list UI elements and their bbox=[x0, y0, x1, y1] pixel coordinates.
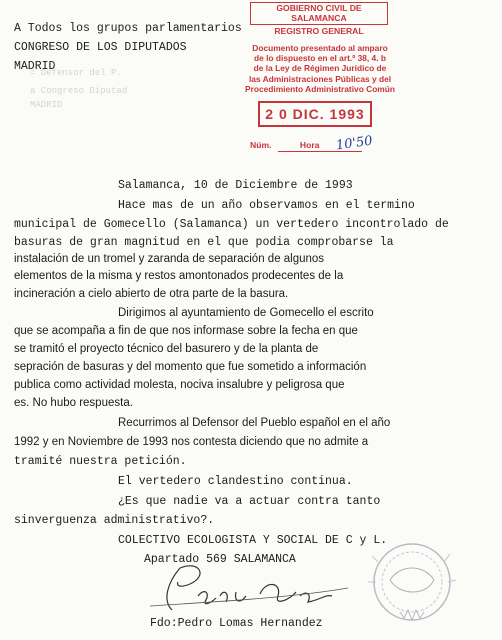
organization-seal bbox=[360, 536, 470, 626]
stamp-num-label: Núm. bbox=[250, 140, 272, 150]
paragraph-2-line: sepración de basuras y del momento que fue sometido a información bbox=[14, 361, 367, 373]
addressee-line-1: A Todos los grupos parlamentarios bbox=[14, 22, 242, 35]
paragraph-2-line: se tramitó el proyecto técnico del basurero y de la planta de bbox=[14, 343, 319, 355]
paragraph-1-line: elementos de la misma y restos amontonados prodecentes de la bbox=[14, 270, 344, 282]
paragraph-3-line: Recurrimos al Defensor del Pueblo español en el año bbox=[118, 417, 391, 429]
stamp-line: de lo dispuesto en el art.º 38, 4. b bbox=[254, 53, 386, 64]
stamp-date: 2 0 DIC. 1993 bbox=[258, 101, 372, 127]
paragraph-1-line: instalación de un tromel y zaranda de separación de algunos bbox=[14, 253, 325, 265]
stamp-header-2: REGISTRO GENERAL bbox=[274, 26, 364, 37]
bleed-through-text: MADRID bbox=[30, 100, 63, 110]
signatory-name: Fdo:Pedro Lomas Hernandez bbox=[150, 617, 323, 630]
paragraph-1-line: municipal de Gomecello (Salamanca) un vertedero incontrolado de bbox=[14, 218, 449, 231]
paragraph-2-line: es. No hubo respuesta. bbox=[14, 397, 133, 409]
stamp-line: las Administraciones Públicas y del bbox=[248, 73, 392, 84]
addressee-line-2: CONGRESO DE LOS DIPUTADOS bbox=[14, 41, 187, 54]
paragraph-3-line: tramité nuestra petición. bbox=[14, 455, 187, 468]
paragraph-1-line: incineración a cielo abierto de otra parte de la basura. bbox=[14, 288, 289, 300]
paragraph-5-line: sinverguenza administrativo?. bbox=[14, 514, 215, 527]
postal-address: Apartado 569 SALAMANCA bbox=[144, 553, 296, 566]
handwritten-hora-value: 10'50 bbox=[335, 133, 374, 154]
paragraph-2-line: Dirigimos al ayuntamiento de Gomecello el escrito bbox=[118, 307, 374, 319]
date-line: Salamanca, 10 de Diciembre de 1993 bbox=[118, 179, 353, 192]
paragraph-1-line: Hace mas de un año observamos en el termino bbox=[118, 199, 415, 212]
stamp-line: Documento presentado al amparo bbox=[252, 43, 388, 53]
stamp-line: Procedimiento Administrativo Común bbox=[245, 83, 395, 94]
registry-stamp-header bbox=[246, 2, 392, 37]
stamp-hora-label: Hora bbox=[299, 140, 320, 150]
registry-stamp-text bbox=[240, 43, 400, 94]
signature bbox=[150, 548, 350, 618]
paragraph-4: El vertedero clandestino continua. bbox=[118, 475, 353, 488]
paragraph-5-line: ¿Es que nadie va a actuar contra tanto bbox=[118, 495, 381, 508]
organization-name: COLECTIVO ECOLOGISTA Y SOCIAL DE C y L. bbox=[118, 534, 388, 547]
addressee-line-3: MADRID bbox=[14, 60, 56, 73]
paragraph-3-line: 1992 y en Noviembre de 1993 nos contesta diciendo que no admite a bbox=[14, 436, 369, 448]
bleed-through-text: = Defensor del P. bbox=[30, 68, 122, 78]
paragraph-1-line: basuras de gran magnitud en el que podia comprobarse la bbox=[14, 236, 394, 249]
bleed-through-text: a Congreso Diputad bbox=[30, 86, 128, 96]
paragraph-2-line: publica como actividad molesta, nociva insalubre y peligrosa que bbox=[14, 379, 345, 391]
stamp-header-1: GOBIERNO CIVIL DE SALAMANCA bbox=[250, 2, 388, 25]
paragraph-2-line: que se acompaña a fin de que nos informase sobre la fecha en que bbox=[14, 325, 358, 337]
stamp-line: de la Ley de Régimen Jurídico de bbox=[253, 63, 387, 74]
